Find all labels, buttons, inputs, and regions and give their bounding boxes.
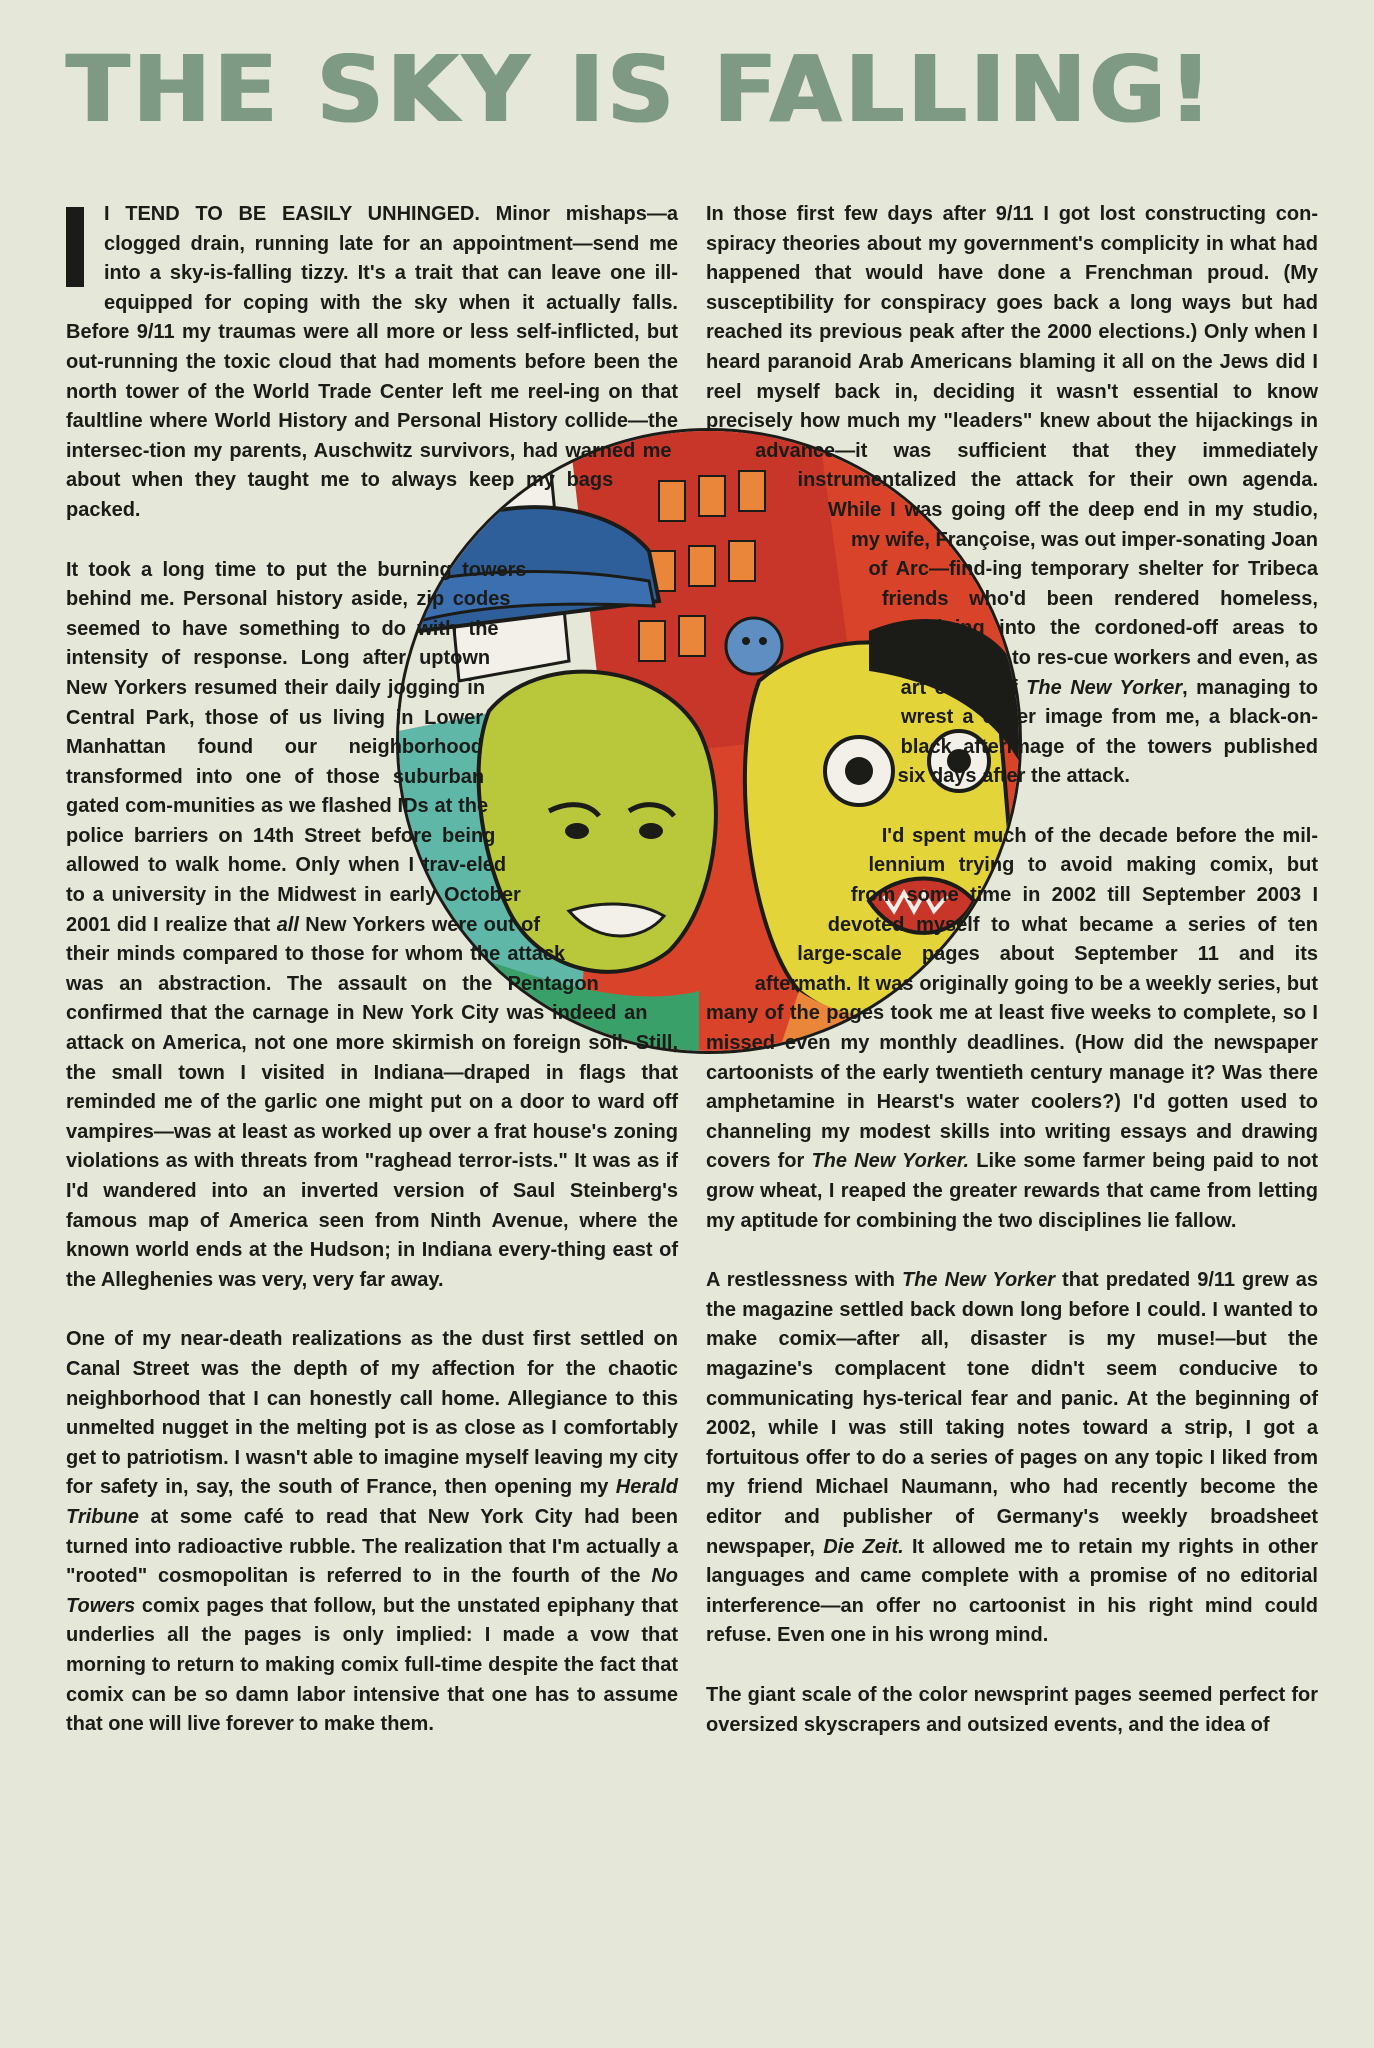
right-column (706, 200, 1318, 1770)
right-p3-b: that predated 9/11 grew as the magazine settled back down long before I could. I wanted to make comix—after all, disaster is my muse!—but the magazine's complacent tone didn't seem conducive to communicating hys-terical fear and panic. At the beginning of 2002, while I was still taking notes toward a strip, I got a fortuitous offer to do a series of pages on any topic I liked from my friend Michael Naumann, who had recently become the editor and publisher of Germany's weekly broadsheet newspaper, (706, 1269, 1319, 1558)
lead-in: I TEND TO BE EASILY UNHINGED. (104, 203, 480, 225)
right-p3-italic-2: Die Zeit. (823, 1535, 904, 1558)
left-p1-text: Minor mishaps—a clogged drain, running late for an appointment—send me into a sky-is-falling tizzy. It's a trait that can leave one ill-equipped for coping with the sky when it actually falls. Before 9/11 my traumas were all more or less self-inflicted, but out-running the toxic cloud that had moments before been the north tower of the World Trade Center left me reel-ing on that faultline where World History and Personal History collide—the intersec-tion my parents, Auschwitz survivors, had warned me about when they taught me to always keep my bags packed. (66, 203, 679, 521)
right-p3-italic-1: The New Yorker (901, 1269, 1055, 1292)
right-p2-b: Like some farmer being paid to not grow wheat, I reaped the greater rewards that came from letting my aptitude for combining the two disciplines lie fallow. (706, 1150, 1318, 1232)
right-p1-b: , managing to wrest a cover image from me, a black-on-black afterimage of the towers published six days after the attack. (897, 676, 1319, 788)
left-paragraph-3 (66, 1325, 678, 1739)
left-p3-italic-2: No Towers (66, 1565, 678, 1617)
right-p3-c: It allowed me to retain my rights in other languages and came complete with a promise of no editorial interference—an offer no cartoonist in his right mind could refuse. Even one in his wrong mind. (706, 1535, 1318, 1647)
left-p3-a: One of my near-death realizations as the dust first settled on Canal Street was the depth of my affection for the chaotic neighborhood that I can honestly call home. Allegiance to this unmelted nugget in the melting pot is as close as I comfortably get to patriotism. I wasn't able to imagine myself leaving my city for safety in, say, the south of France, then opening my (66, 1328, 678, 1499)
left-paragraph-1 (66, 200, 678, 526)
right-paragraph-3 (706, 1266, 1318, 1651)
left-p2-a: It took a long time to put the burning towers behind me. Personal history aside, zip codes seemed to have something to do with the intensity of response. Long after uptown New Yorkers resumed their daily jogging in Central Park, those of us living in Lower Manhattan found our neighborhood transformed into one of those suburban gated com-munities as we flashed IDs at the police barriers on 14th Street before being allowed to walk home. Only when I trav-eled to a university in the Midwest in early October 2001 did I realize that (66, 558, 527, 936)
left-column (66, 200, 678, 1770)
left-p3-c: comix pages that follow, but the unstated epiphany that underlies all the pages is only implied: I made a vow that morning to return to making comix full-time despite the fact that comix can be so damn labor intensive that one has to assume that one will live forever to make them. (66, 1594, 678, 1736)
right-p3-a: A restlessness with (706, 1269, 902, 1292)
page-title: THE SKY IS FALLING! (66, 36, 1215, 143)
right-p1-italic: The New Yorker (1026, 676, 1183, 699)
left-p3-b: at some café to read that New York City had been turned into radioactive rubble. The realization that I'm actually a "rooted" cosmopolitan is referred to in the fourth of the (66, 1505, 678, 1588)
right-p2-a: I'd spent much of the decade before the mil-lennium trying to avoid making comix, but from some time in 2002 till September 2003 I devoted myself to what became a series of ten large-scale pages about September 11 and its aftermath. It was originally going to be a weekly series, but many of the pages took me at least five weeks to complete, so I missed even my monthly deadlines. (How did the newspaper cartoonists of the early twentieth century manage it? Was there amphetamine in Hearst's water coolers?) I'd gotten used to channeling my modest skills into writing essays and drawing covers for (706, 824, 1318, 1173)
right-paragraph-4: The giant scale of the color newsprint pages seemed perfect for oversized skyscrapers and outsized events, and the idea of (706, 1683, 1318, 1736)
left-p3-italic-1: Herald Tribune (66, 1476, 678, 1528)
left-p2-b: New Yorkers were out of their minds compared to those for whom the attack was an abstraction. The assault on the Pentagon confirmed that the carnage in New York City was indeed an attack on America, not one more skirmish on foreign soil. Still, the small town I visited in Indiana—draped in flags that reminded me of the garlic one might put on a door to ward off vampires—was at least as worked up over a frat house's zoning violations as with threats from "raghead terror-ists." It was as if I'd wandered into an inverted version of Saul Steinberg's famous map of America seen from Ninth Avenue, where the known world ends at the Hudson; in Indiana every-thing east of the Alleghenies was very, very far away. (66, 913, 678, 1291)
right-p1-a: In those first few days after 9/11 I got lost constructing con-spiracy theories about my government's complicity in what had happened that would have done a Frenchman proud. (My susceptibility for conspiracy goes back a long ways but had reached its previous peak after the 2000 elections.) Only when I heard paranoid Arab Americans blaming it all on the Jews did I reel myself back in, deciding it wasn't essential to know precisely how much my "leaders" knew about the hijackings in advance—it was sufficient that they immediately instrumentalized the attack for their own agenda. While I was going off the deep end in my studio, my wife, Françoise, was out imper-sonating Joan of Arc—find-ing temporary shelter for Tribeca friends who'd been rendered homeless, sneak-ing into the cordoned-off areas to bring water to res-cue workers and even, as art editor of (706, 203, 1318, 699)
drop-cap-bar (66, 207, 84, 287)
right-paragraph-1 (706, 200, 1318, 792)
left-p2-italic: all (276, 913, 299, 936)
right-p2-italic: The New Yorker. (811, 1150, 970, 1173)
